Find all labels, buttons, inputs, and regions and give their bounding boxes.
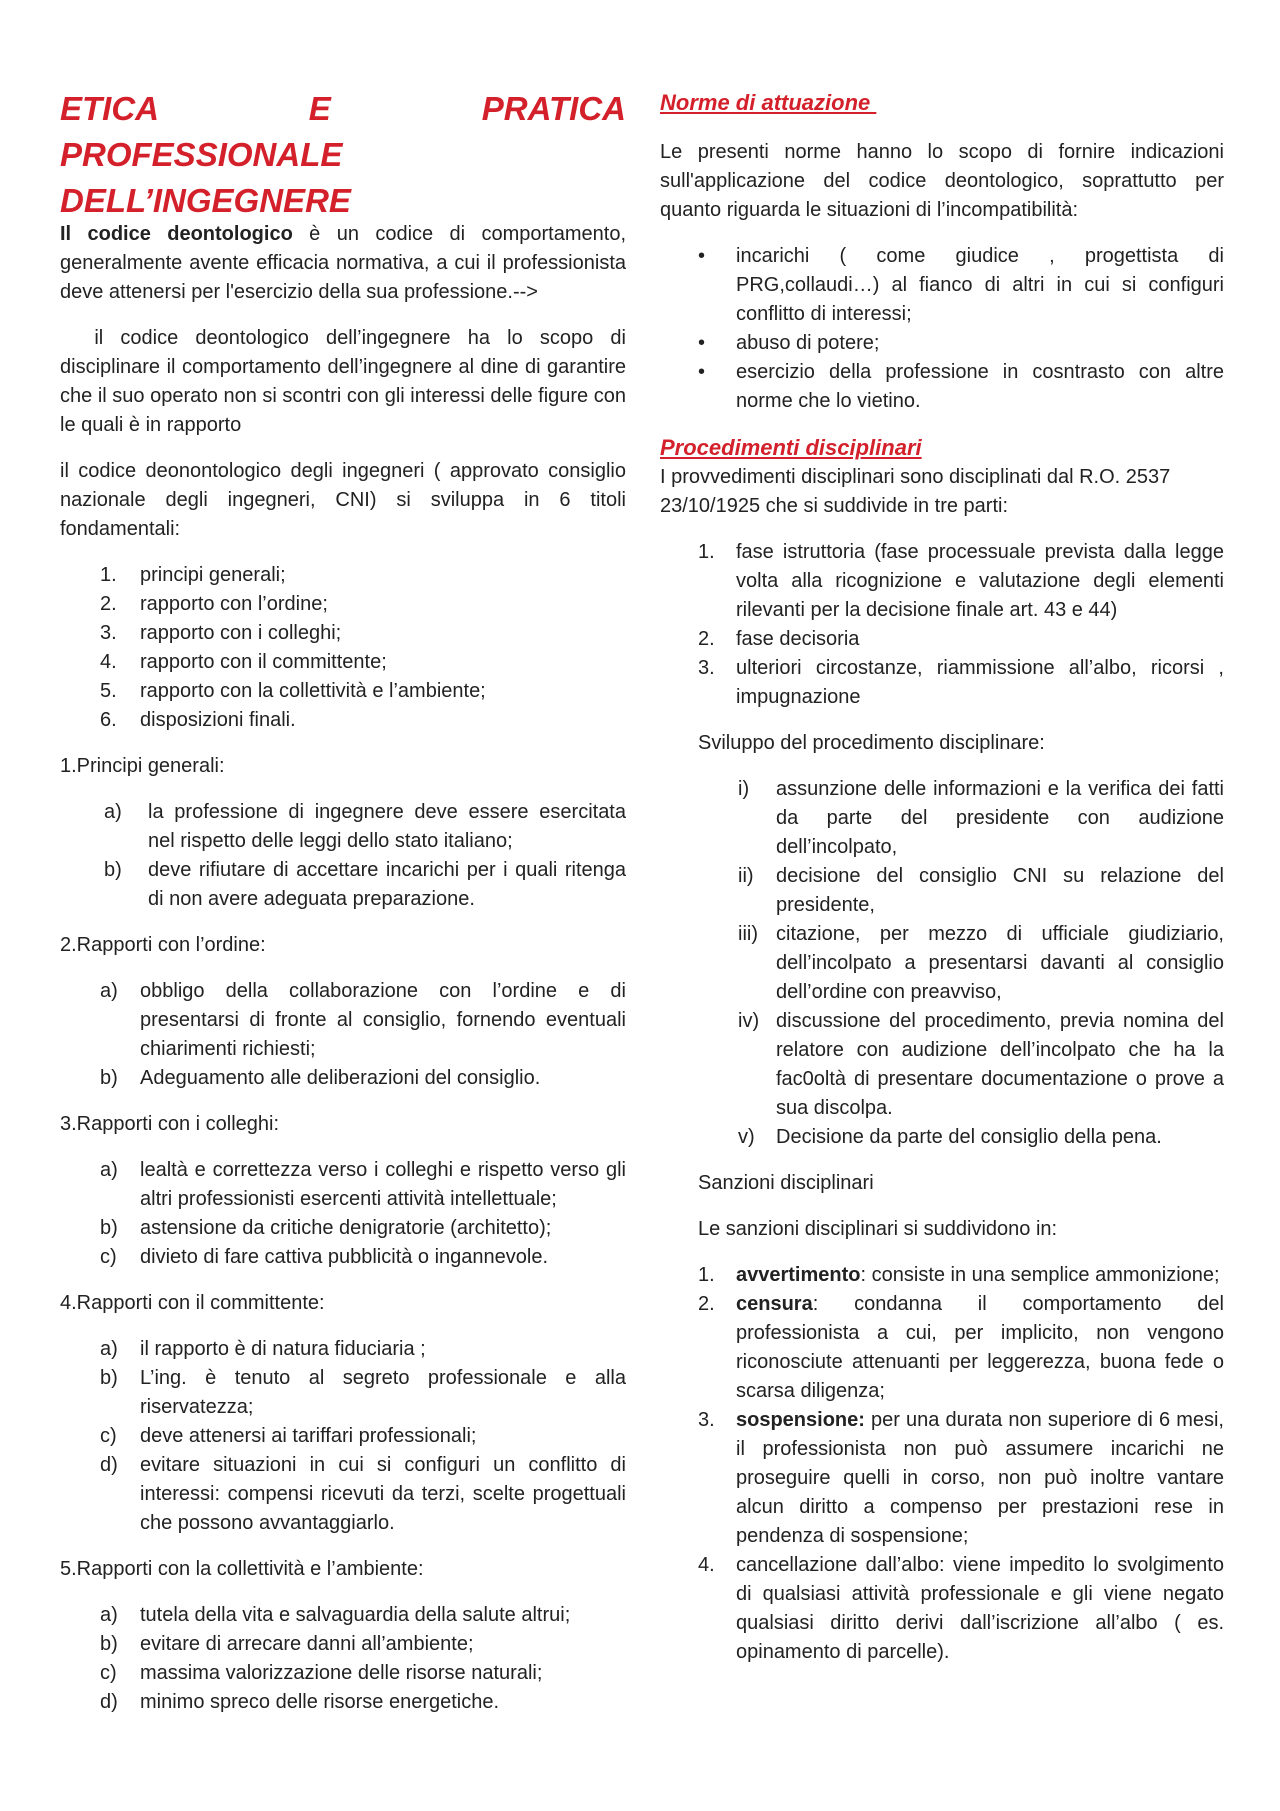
sanzione-item: [660, 1261, 1224, 1290]
purpose-paragraph: il codice deontologico dell’ingegnere ha lo scopo di disciplinare il comportamento dell’ingegnere al dine di garantire che il suo operato non si scontri con gli interessi delle figure con le quali è in rapporto: [60, 327, 632, 436]
list-marker: 2.: [100, 593, 117, 615]
list-item: [60, 706, 626, 735]
list-marker: 2.: [698, 1293, 715, 1315]
bullet-item: [660, 329, 1224, 358]
intro-paragraph: [60, 220, 626, 307]
list-item-text: esercizio della professione in cosntrasto con altre norme che lo vietino.: [736, 361, 1224, 412]
list-item-text: tutela della vita e salvaguardia della salute altrui;: [140, 1604, 571, 1626]
list-marker: c): [100, 1425, 117, 1447]
list-item: [60, 1335, 626, 1364]
list-marker: d): [100, 1691, 118, 1713]
title-line-2: DELL’INGEGNERE: [60, 182, 351, 219]
list-marker: 6.: [100, 709, 117, 731]
list-marker: 3.: [100, 622, 117, 644]
list-item: [60, 648, 626, 677]
list-item-text: Adeguamento alle deliberazioni del consiglio.: [140, 1067, 541, 1089]
list-marker: b): [104, 859, 122, 881]
sanzioni-list: [660, 1261, 1224, 1667]
section-5-heading: 5.Rapporti con la collettività e l’ambiente:: [60, 1558, 424, 1580]
list-marker: •: [698, 361, 706, 383]
list-item: [60, 1659, 626, 1688]
list-item-text: [736, 1551, 1224, 1667]
section-5-list: [60, 1601, 626, 1717]
list-item: [60, 1601, 626, 1630]
list-item: [60, 1630, 626, 1659]
list-marker: 3.: [698, 1409, 715, 1431]
sanzione-item: [660, 1406, 1224, 1551]
list-item: [660, 1007, 1224, 1123]
list-marker: 4.: [100, 651, 117, 673]
sanzioni-intro: Le sanzioni disciplinari si suddividono in:: [698, 1218, 1058, 1240]
list-item-text: evitare situazioni in cui si configuri un conflitto di interessi: compensi ricevuti da terzi, scelte progettuali che possono avvantaggiarlo.: [140, 1454, 626, 1534]
list-item-text: Decisione da parte del consiglio della pena.: [776, 1126, 1162, 1148]
list-marker: 3.: [698, 657, 715, 679]
list-item-text: assunzione delle informazioni e la verifica dei fatti da parte del presidente con audizione dell’incolpato,: [776, 778, 1224, 858]
sanzione-keyword: sospensione:: [736, 1409, 865, 1431]
list-marker: 1.: [698, 541, 715, 563]
list-item-text: divieto di fare cattiva pubblicità o ingannevole.: [140, 1246, 549, 1268]
list-item-text: [736, 1290, 1224, 1406]
section-4-list: [60, 1335, 626, 1538]
list-marker: v): [738, 1126, 755, 1148]
list-marker: iv): [738, 1010, 760, 1032]
list-marker: a): [100, 1338, 118, 1360]
sanzione-item: [660, 1290, 1224, 1406]
list-item-text: massima valorizzazione delle risorse naturali;: [140, 1662, 543, 1684]
list-item-text: evitare di arrecare danni all’ambiente;: [140, 1633, 474, 1655]
bullet-item: [660, 242, 1224, 329]
sanzione-keyword: censura: [736, 1293, 813, 1315]
list-marker: a): [100, 1159, 118, 1181]
list-item-text: citazione, per mezzo di ufficiale giudiziario, dell’incolpato a presentarsi davanti al consiglio dell’ordine con preavviso,: [776, 923, 1224, 1003]
list-marker: 1.: [698, 1264, 715, 1286]
list-item: [60, 1243, 626, 1272]
sanzione-keyword: avvertimento: [736, 1264, 861, 1286]
list-item-text: fase decisoria: [736, 628, 860, 650]
sanzioni-heading: Sanzioni disciplinari: [698, 1172, 874, 1194]
list-item: [660, 862, 1224, 920]
list-item-text: lealtà e correttezza verso i colleghi e rispetto verso gli altri professionisti esercenti attività intellettuale;: [140, 1159, 626, 1210]
list-item-text: [736, 1406, 1224, 1551]
list-item: [60, 1451, 626, 1538]
page-title: [60, 86, 626, 224]
list-marker: iii): [738, 923, 758, 945]
list-item: [60, 977, 626, 1064]
list-marker: b): [100, 1067, 118, 1089]
intro-rest: è un codice di comportamento, generalmente avente efficacia normativa, a cui il professionista deve attenersi per l'esercizio della sua professione.-->: [60, 223, 627, 303]
title-line-1: ETICA E PRATICA PROFESSIONALE: [60, 90, 626, 173]
list-item: [60, 1214, 626, 1243]
list-item: [660, 775, 1224, 862]
right-column: [660, 88, 1224, 1667]
list-item-text: deve rifiutare di accettare incarichi per i quali ritenga di non avere adeguata preparazione.: [148, 859, 626, 910]
titles-list: [60, 561, 626, 735]
list-item: [60, 856, 626, 914]
list-marker: b): [100, 1367, 118, 1389]
sviluppo-steps-list: [660, 775, 1224, 1152]
intro-bold-lead: Il codice deontologico: [60, 223, 293, 245]
sanzione-separator: :: [860, 1264, 872, 1286]
section-4-heading: 4.Rapporti con il committente:: [60, 1292, 325, 1314]
list-marker: i): [738, 778, 750, 800]
procedimento-parts-list: [660, 538, 1224, 712]
list-item: [60, 1364, 626, 1422]
list-item-text: il rapporto è di natura fiduciaria ;: [140, 1338, 426, 1360]
sanzione-description: condanna il comportamento del professionista a cui, per implicito, non vengono riconosciute attenuanti per leggerezza, buona fede o scarsa diligenza;: [736, 1293, 1224, 1402]
list-item: [60, 677, 626, 706]
sanzione-separator: :: [812, 1293, 855, 1315]
list-item: [60, 1156, 626, 1214]
list-item: [60, 561, 626, 590]
list-item-text: ulteriori circostanze, riammissione all’albo, ricorsi , impugnazione: [736, 657, 1224, 708]
list-marker: a): [104, 801, 122, 823]
list-item-text: fase istruttoria (fase processuale prevista dalla legge volta alla ricognizione e valutazione degli elementi rilevanti per la decisione finale art. 43 e 44): [736, 541, 1224, 621]
list-item: [660, 1123, 1224, 1152]
list-marker: b): [100, 1633, 118, 1655]
sanzione-description: cancellazione dall’albo: viene impedito lo svolgimento di qualsiasi attività professionale e gli viene negato qualsiasi diritto derivi dall’iscrizione all’albo ( es. opinamento di parcelle).: [736, 1554, 1224, 1663]
sanzione-description: consiste in una semplice ammonizione;: [871, 1264, 1220, 1286]
sanzione-item: [660, 1551, 1224, 1667]
list-marker: a): [100, 1604, 118, 1626]
norme-heading: Norme di attuazione: [660, 90, 877, 115]
norme-paragraph: Le presenti norme hanno lo scopo di fornire indicazioni sull'applicazione del codice deontologico, soprattutto per quanto riguarda le situazioni di l’incompatibilità:: [660, 141, 1224, 221]
list-marker: 2.: [698, 628, 715, 650]
list-item-text: principi generali;: [140, 564, 286, 586]
list-item: [660, 625, 1224, 654]
list-item: [60, 619, 626, 648]
bullet-item: [660, 358, 1224, 416]
list-item-text: decisione del consiglio CNI su relazione del presidente,: [776, 865, 1224, 916]
section-2-heading: 2.Rapporti con l’ordine:: [60, 934, 266, 956]
list-item-text: obbligo della collaborazione con l’ordine e di presentarsi di fronte al consiglio, fornendo eventuali chiarimenti richiesti;: [140, 980, 626, 1060]
list-item: [660, 654, 1224, 712]
list-item: [60, 1688, 626, 1717]
left-column: [60, 86, 632, 1717]
list-item-text: discussione del procedimento, previa nomina del relatore con audizione dell’incolpato che ha la fac0oltà di presentare documentazione o prove a sua discolpa.: [776, 1010, 1224, 1119]
list-item: [60, 1422, 626, 1451]
list-item-text: la professione di ingegnere deve essere esercitata nel rispetto delle leggi dello stato italiano;: [148, 801, 626, 852]
section-1-list: [60, 798, 626, 914]
procedimenti-heading: Procedimenti disciplinari: [660, 435, 922, 460]
list-marker: c): [100, 1246, 117, 1268]
section-3-list: [60, 1156, 626, 1272]
list-item-text: rapporto con il committente;: [140, 651, 387, 673]
list-item: [60, 590, 626, 619]
list-marker: d): [100, 1454, 118, 1476]
list-item: [660, 538, 1224, 625]
section-3-heading: 3.Rapporti con i colleghi:: [60, 1113, 280, 1135]
list-marker: 1.: [100, 564, 117, 586]
list-marker: b): [100, 1217, 118, 1239]
sviluppo-heading: Sviluppo del procedimento disciplinare:: [698, 732, 1045, 754]
list-marker: •: [698, 332, 706, 354]
list-marker: ii): [738, 865, 754, 887]
section-1-heading: 1.Principi generali:: [60, 755, 225, 777]
list-item-text: L’ing. è tenuto al segreto professionale e alla riservatezza;: [140, 1367, 626, 1418]
list-item: [60, 1064, 626, 1093]
list-item-text: rapporto con i colleghi;: [140, 622, 342, 644]
list-marker: 5.: [100, 680, 117, 702]
section-2-list: [60, 977, 626, 1093]
list-item-text: astensione da critiche denigratorie (architetto);: [140, 1217, 552, 1239]
list-item-text: deve attenersi ai tariffari professionali;: [140, 1425, 477, 1447]
list-item-text: minimo spreco delle risorse energetiche.: [140, 1691, 500, 1713]
list-item-text: [736, 1261, 1224, 1290]
list-marker: c): [100, 1662, 117, 1684]
list-marker: 4.: [698, 1554, 715, 1576]
list-item-text: rapporto con l’ordine;: [140, 593, 328, 615]
list-item-text: rapporto con la collettività e l’ambiente;: [140, 680, 486, 702]
list-item: [660, 920, 1224, 1007]
norme-bullets: [660, 242, 1224, 416]
list-item-text: disposizioni finali.: [140, 709, 296, 731]
sanzione-description: per una durata non superiore di 6 mesi, il professionista non può assumere incarichi ne proseguire quelli in corso, non può inoltre vantare alcun diritto a compenso per prestazioni rese in pendenza di sospensione;: [736, 1409, 1224, 1547]
list-item: [60, 798, 626, 856]
list-item-text: abuso di potere;: [736, 332, 880, 354]
procedimenti-paragraph: I provvedimenti disciplinari sono disciplinati dal R.O. 2537 23/10/1925 che si suddivide in tre parti:: [660, 466, 1171, 517]
list-marker: •: [698, 245, 706, 267]
titles-paragraph: il codice deonontologico degli ingegneri ( approvato consiglio nazionale degli ingegneri, CNI) si sviluppa in 6 titoli fondamentali:: [60, 460, 626, 540]
list-marker: a): [100, 980, 118, 1002]
list-item-text: incarichi ( come giudice , progettista di PRG,collaudi…) al fianco di altri in cui si configuri conflitto di interessi;: [736, 245, 1224, 325]
